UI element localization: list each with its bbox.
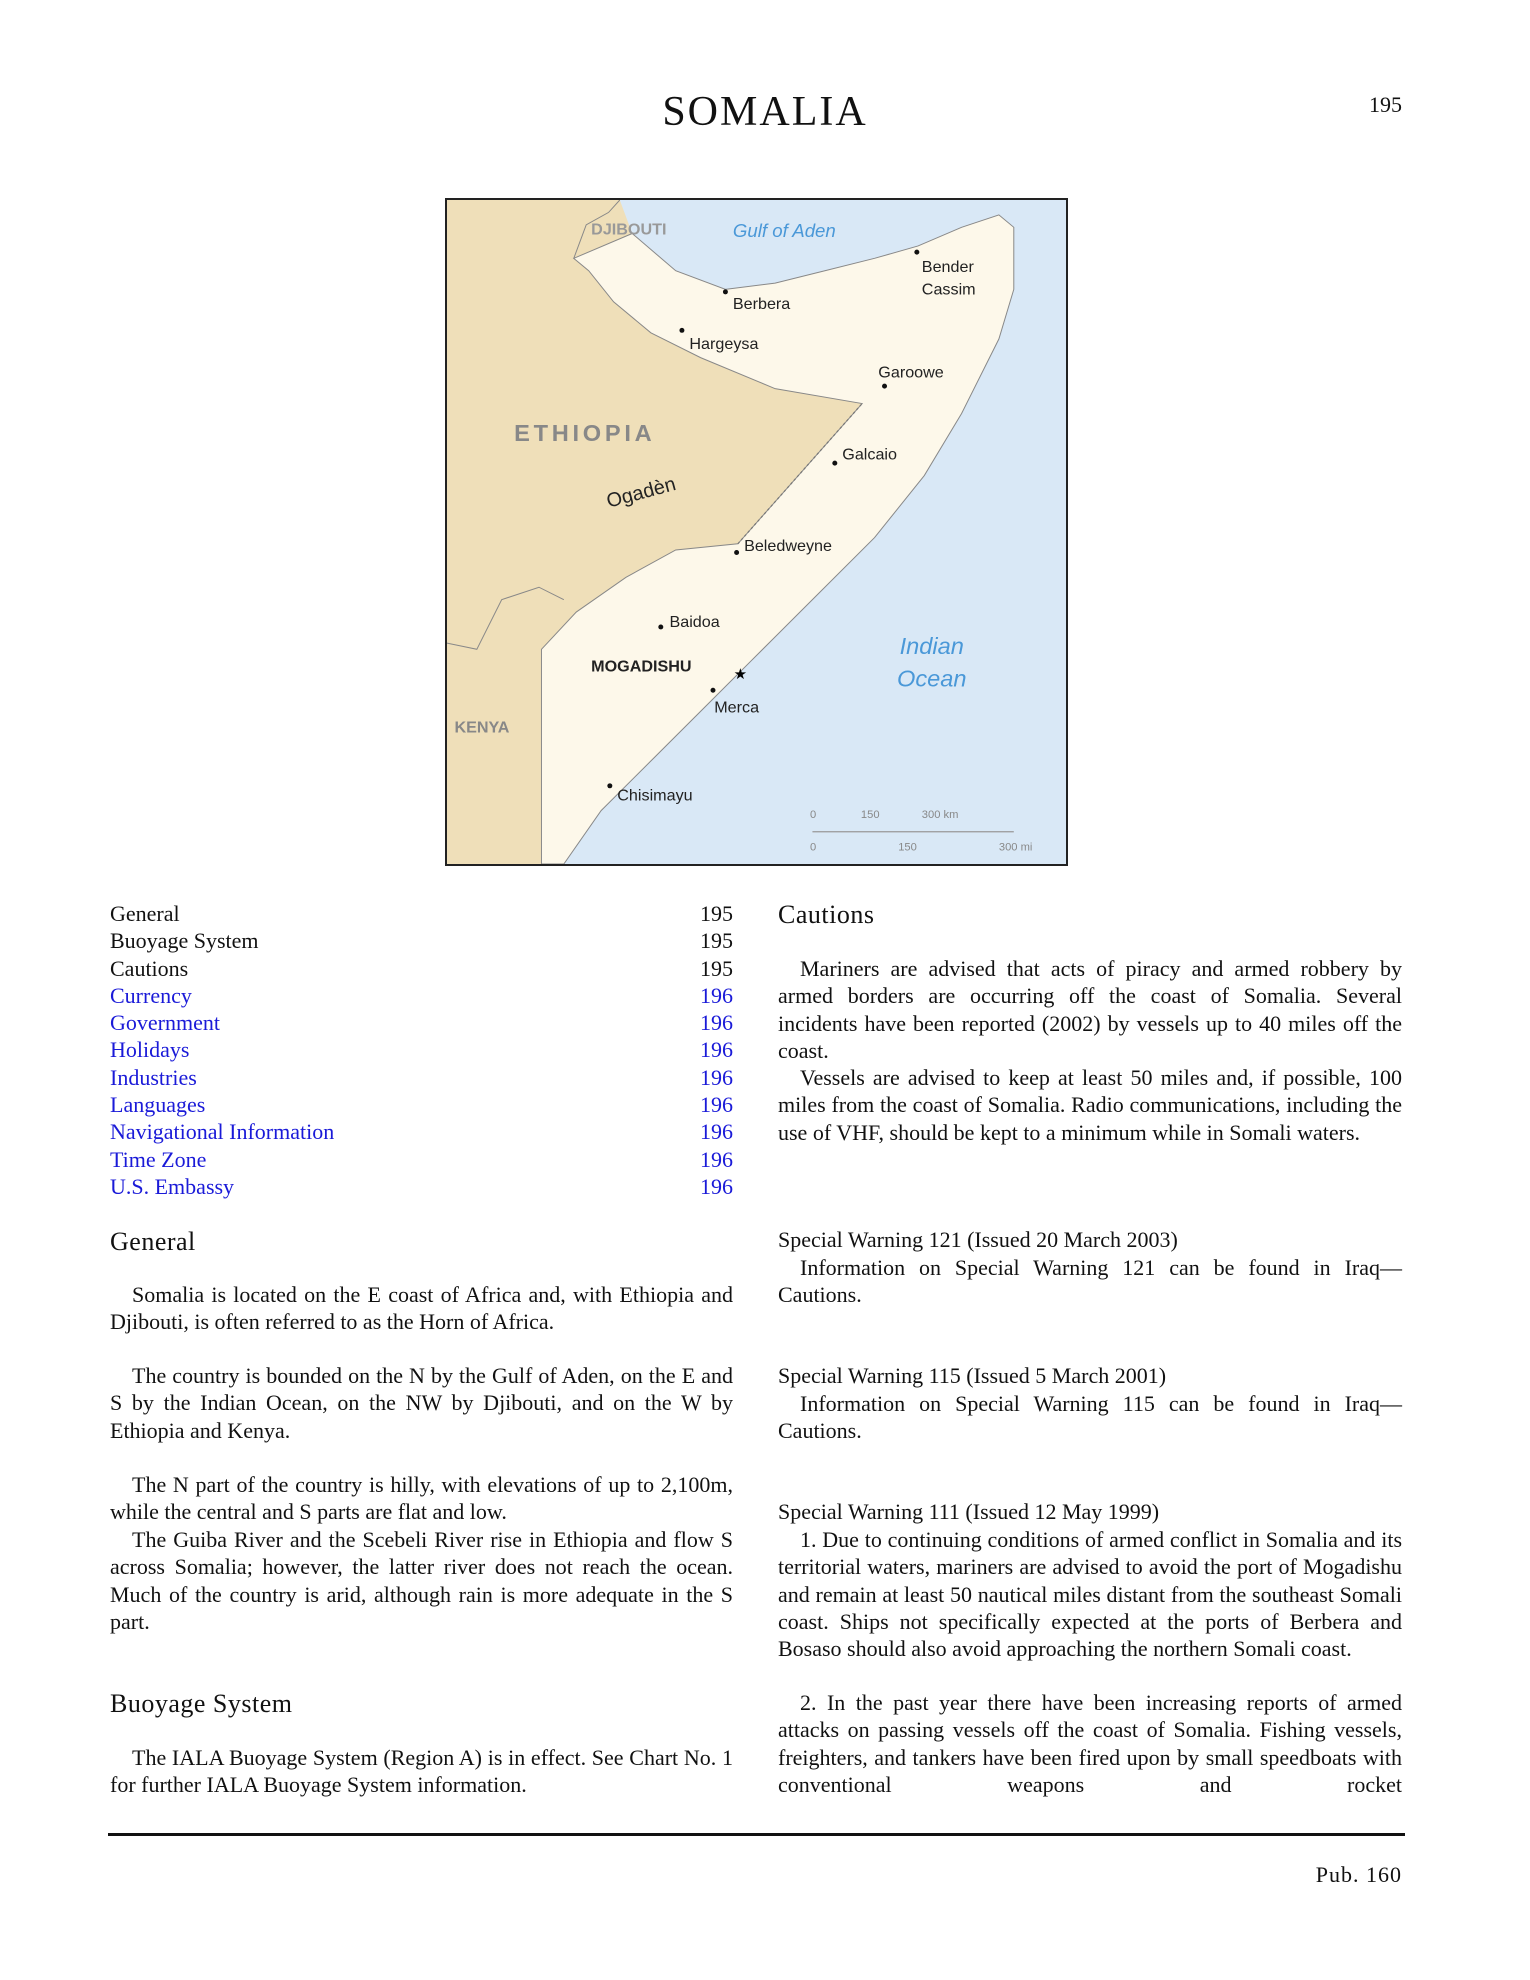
- toc-item-page: 196: [700, 982, 733, 1008]
- toc-item[interactable]: [110, 1009, 733, 1036]
- special-warning-111-title: Special Warning 111 (Issued 12 May 1999): [778, 1499, 1160, 1524]
- toc-item-label: Holidays: [110, 1037, 190, 1063]
- label-kenya: KENYA: [454, 718, 510, 737]
- toc-item-page: 196: [700, 1173, 733, 1199]
- toc-item[interactable]: [110, 1064, 733, 1091]
- label-galcaio: Galcaio: [842, 445, 897, 464]
- toc-item: [110, 927, 733, 954]
- toc-item: [110, 900, 733, 927]
- special-warning-115-body: Information on Special Warning 115 can be found in Iraq—Cautions.: [778, 1391, 1402, 1444]
- city-dot: [679, 328, 684, 333]
- publication-number: Pub. 160: [1315, 1862, 1402, 1887]
- toc-item[interactable]: [110, 1091, 733, 1118]
- label-cassim: Cassim: [921, 280, 976, 299]
- toc-item-page: 196: [700, 1037, 733, 1063]
- toc-item-page: 196: [700, 1010, 733, 1036]
- toc-item: [110, 955, 733, 982]
- toc-item-page: 195: [700, 955, 733, 981]
- toc-item-label: Currency: [110, 982, 192, 1008]
- label-garoowe: Garoowe: [878, 363, 944, 382]
- toc-item-label: Languages: [110, 1092, 206, 1118]
- toc-item-label: General: [110, 901, 180, 926]
- city-dot: [914, 250, 919, 255]
- general-para: The Guiba River and the Scebeli River rise in Ethiopia and flow S across Somalia; however, the latter river does not reach the ocean. Much of the country is arid, although rain is more adequate in the S part.: [110, 1527, 733, 1634]
- city-dot: [882, 384, 887, 389]
- label-hargeysa: Hargeysa: [689, 334, 759, 353]
- cautions-para: Mariners are advised that acts of piracy and armed robbery by armed borders are occurring off the coast of Somalia. Several incidents have been reported (2002) by vessels up to 40 miles off the coast.: [778, 956, 1402, 1063]
- special-warning-121-body: Information on Special Warning 121 can be found in Iraq—Cautions.: [778, 1255, 1402, 1308]
- label-merca: Merca: [714, 698, 760, 717]
- label-mogadishu: MOGADISHU: [591, 657, 692, 676]
- toc-item[interactable]: [110, 1173, 733, 1200]
- label-berbera: Berbera: [732, 295, 791, 314]
- special-warning-111-item: 1. Due to continuing conditions of armed conflict in Somalia and its territorial waters, mariners are advised to avoid the port of Mogadishu and remain at least 50 nautical miles distant from the southeast Somali coast. Ships not specifically expected at the ports of Berbera and Bosaso should also avoid approaching the northern Somali coast.: [778, 1527, 1402, 1662]
- toc-item[interactable]: [110, 1036, 733, 1063]
- toc-item-page: 196: [700, 1092, 733, 1118]
- label-indian: Indian: [899, 633, 964, 660]
- map-graphic: [447, 200, 1066, 864]
- label-djibouti: DJIBOUTI: [591, 220, 667, 239]
- toc-item-page: 195: [700, 928, 733, 954]
- page-title: SOMALIA: [662, 89, 868, 135]
- toc-item-page: 196: [700, 1146, 733, 1172]
- capital-star-icon: ★: [733, 667, 748, 684]
- toc-item[interactable]: [110, 1146, 733, 1173]
- page-number: 195: [1369, 92, 1402, 117]
- city-dot: [658, 624, 663, 629]
- city-dot: [734, 550, 739, 555]
- city-dot: [711, 688, 716, 693]
- toc-item-page: 196: [700, 1064, 733, 1090]
- scale-km-150: 150: [860, 809, 880, 822]
- general-para: The country is bounded on the N by the Gulf of Aden, on the E and S by the Indian Ocean, on the NW by Djibouti, and on the W by Ethiopia and Kenya.: [110, 1363, 733, 1443]
- city-dot: [723, 289, 728, 294]
- label-bender: Bender: [921, 257, 974, 276]
- toc-item-label: Navigational Information: [110, 1119, 335, 1145]
- toc-item[interactable]: [110, 1118, 733, 1145]
- city-dot: [607, 783, 612, 788]
- scale-km-300: 300 km: [921, 809, 959, 822]
- special-warning-115-title: Special Warning 115 (Issued 5 March 2001): [778, 1363, 1167, 1388]
- special-warning-111-item: 2. In the past year there have been increasing reports of armed attacks on passing vessels off the coast of Somalia. Fishing vessels, freighters, and tankers have been fired upon by small speedboats with conventional weapons and rocket: [778, 1690, 1402, 1797]
- label-baidoa: Baidoa: [669, 612, 720, 631]
- buoyage-para: The IALA Buoyage System (Region A) is in effect. See Chart No. 1 for further IALA Buoyage System information.: [110, 1745, 733, 1798]
- scale-mi-300: 300 mi: [998, 841, 1033, 854]
- toc-item-page: 195: [700, 901, 733, 926]
- scale-km-0: 0: [809, 809, 817, 822]
- heading-buoyage: Buoyage System: [110, 1689, 293, 1718]
- cautions-para: Vessels are advised to keep at least 50 miles and, if possible, 100 miles from the coast of Somalia. Radio communications, including the use of VHF, should be kept to a minimum while in Somali waters.: [778, 1065, 1402, 1145]
- city-dot: [832, 461, 837, 466]
- label-ethiopia: ETHIOPIA: [514, 419, 656, 446]
- toc-item[interactable]: [110, 982, 733, 1009]
- somalia-map: [445, 198, 1068, 866]
- label-ocean: Ocean: [896, 665, 967, 692]
- footer-rule: [108, 1833, 1405, 1836]
- toc-item-label: Time Zone: [110, 1146, 207, 1172]
- toc-item-label: Government: [110, 1010, 220, 1036]
- heading-cautions: Cautions: [778, 900, 875, 929]
- special-warning-121-title: Special Warning 121 (Issued 20 March 2003): [778, 1227, 1178, 1252]
- label-beledweyne: Beledweyne: [744, 537, 832, 556]
- general-para: Somalia is located on the E coast of Africa and, with Ethiopia and Djibouti, is often referred to as the Horn of Africa.: [110, 1282, 733, 1335]
- label-chisimayu: Chisimayu: [617, 786, 693, 805]
- heading-general: General: [110, 1227, 196, 1256]
- toc-item-label: Industries: [110, 1064, 197, 1090]
- scale-mi-0: 0: [809, 841, 817, 854]
- toc-item-page: 196: [700, 1119, 733, 1145]
- toc-item-label: Cautions: [110, 955, 189, 981]
- toc-item-label: Buoyage System: [110, 928, 259, 954]
- general-para: The N part of the country is hilly, with elevations of up to 2,100m, while the central and S parts are flat and low.: [110, 1472, 733, 1525]
- label-ogaden: Ogadèn: [604, 473, 679, 513]
- toc-item-label: U.S. Embassy: [110, 1173, 235, 1199]
- table-of-contents: [110, 900, 733, 1200]
- scale-mi-150: 150: [898, 841, 917, 854]
- label-gulf-of-aden: Gulf of Aden: [732, 220, 836, 242]
